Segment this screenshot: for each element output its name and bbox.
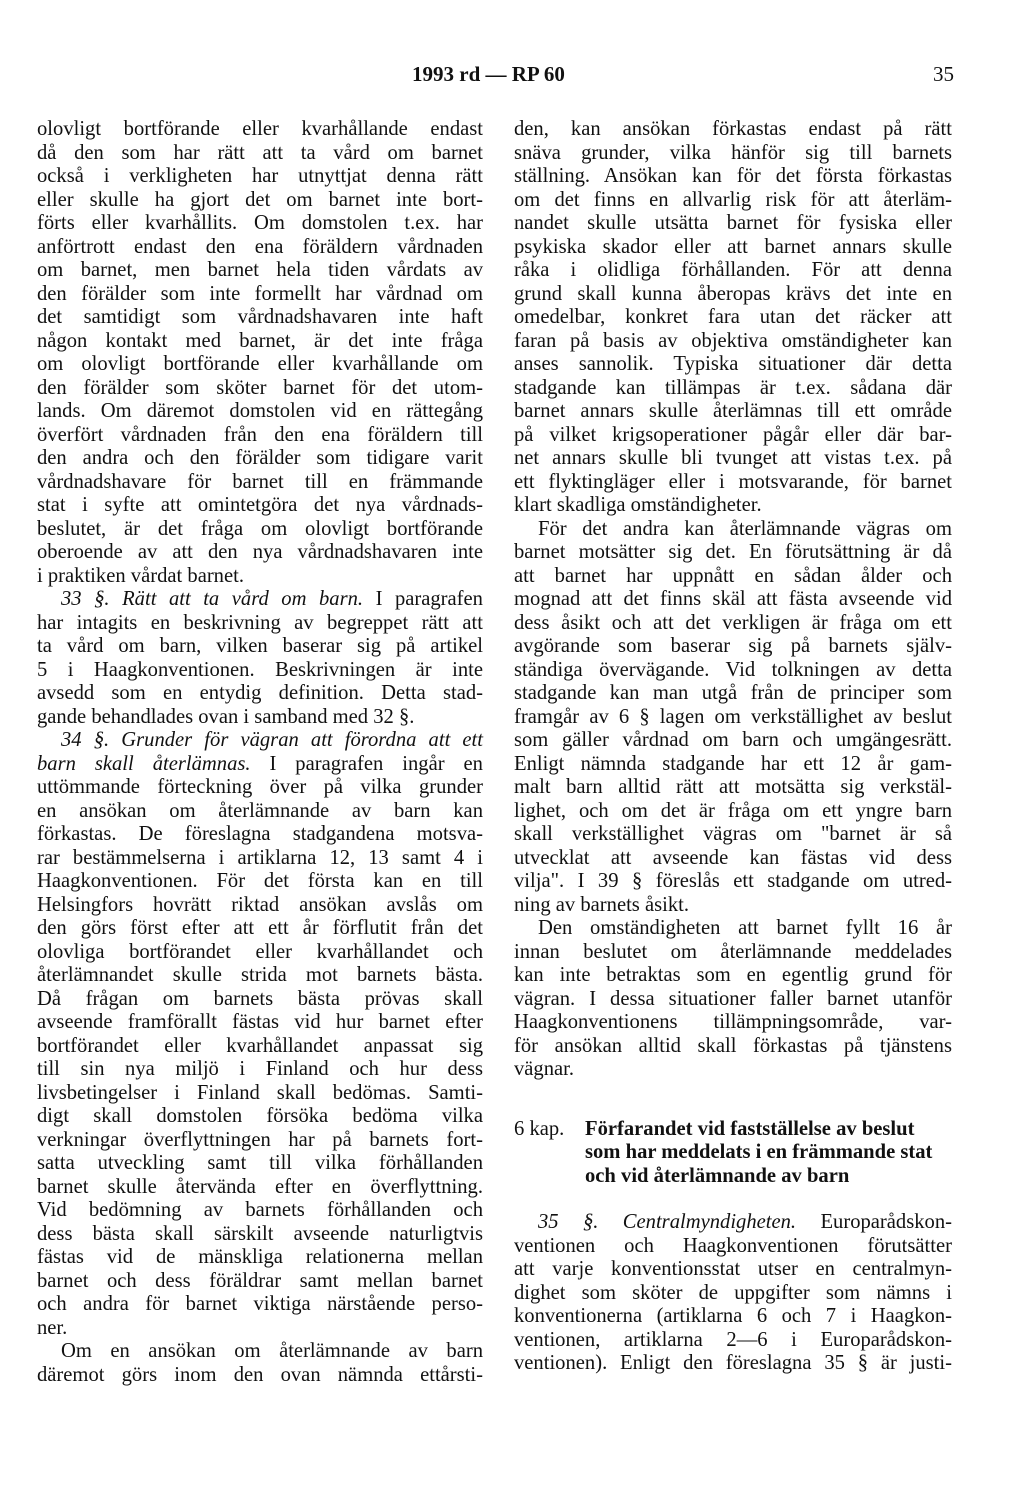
text-line: någon kontakt med barnet, är det inte fråga	[37, 329, 483, 352]
paragraph-child-objects	[514, 518, 952, 918]
section-34-heading: 34 §. Grunder för vägran att förordna att ett	[61, 729, 483, 751]
text-line: psykiska skador eller att barnet annars skulle	[514, 235, 952, 258]
text-line: beslutet, är det fråga om olovligt bortförande	[37, 517, 483, 540]
text-line: eller skulle ha gjort det om barnet inte bort-	[37, 188, 483, 211]
text-line: däremot görs inom den ovan nämnda ettårsti-	[37, 1363, 483, 1386]
chapter-heading	[514, 1118, 952, 1189]
text-line: ventionen, artiklarna 2—6 i Europarådskon-	[514, 1328, 952, 1351]
text-line: då den som har rätt att ta vård om barnet	[37, 141, 483, 164]
text-line: stadgande kan tillämpas är t.ex. sådana där	[514, 376, 952, 399]
text-line: lands. Om däremot domstolen vid en rättegång	[37, 400, 483, 422]
text-line: verkningar överflyttningen har på barnets fort-	[37, 1128, 483, 1151]
text-line: rar bestämmelserna i artiklarna 12, 13 samt 4 i	[37, 846, 483, 869]
text-line: den förälder som sköter barnet för det utom-	[37, 376, 483, 399]
chapter-number: 6 kap.	[514, 1117, 565, 1140]
text-line: stat i syfte att omintetgöra det nya vårdnads-	[37, 494, 483, 516]
left-column	[37, 118, 483, 1387]
text-line: barnet skulle återvända efter en överflyttning.	[37, 1175, 483, 1198]
text-line: en ansökan om återlämnande av barn kan	[37, 799, 483, 822]
text-line: livsbetingelser i Finland skall bedömas. Samti-	[37, 1081, 483, 1104]
text-line: lighet, och om det är fråga om ett yngre barn	[514, 799, 952, 822]
section-34-first-text: I paragrafen ingår en	[269, 752, 483, 775]
text-line: skall verkställighet vägras om "barnet är så	[514, 823, 952, 845]
text-line: malt barn alltid rätt att motsätta sig verkstäl-	[514, 776, 952, 798]
text-line: att barnet har uppnått en sådan ålder och	[514, 564, 952, 587]
section-34-heading-end: barn skall återlämnas.	[37, 752, 251, 775]
text-line: barnet annars skulle återlämnas till ett område	[514, 400, 952, 422]
text-line: faran på basis av objektiva omständigheter kan	[514, 329, 952, 352]
text-line: anses sannolik. Typiska situationer där detta	[514, 353, 952, 375]
text-line: vilja". I 39 § föreslås ett stadgande om utred-	[514, 870, 952, 892]
text-line: ta vård om barn, vilken baserar sig på artikel	[37, 635, 483, 657]
text-line: 5 i Haagkonventionen. Beskrivningen är inte	[37, 658, 483, 681]
text-line: barnet motsätter sig det. En förutsättning är då	[514, 541, 952, 563]
text-line: ventionen och Haagkonventionen förutsätter	[514, 1234, 952, 1257]
text-line: mognad att det finns skäl att fästa avseende vid	[514, 588, 952, 610]
paragraph-age-sixteen	[514, 917, 952, 1082]
chapter-title-line: och vid återlämnande av barn	[585, 1164, 850, 1187]
text-line: olovliga bortförandet eller kvarhållandet och	[37, 940, 483, 963]
text-line: Helsingfors hovrätt riktad ansökan avslås om	[37, 893, 483, 916]
section-35-first-line	[514, 1211, 952, 1235]
text-line: Den omständigheten att barnet fyllt 16 år	[538, 917, 952, 939]
section-33-first-text: I paragrafen	[375, 588, 483, 610]
text-line: Haagkonventionen. För det första kan en till	[37, 870, 483, 892]
text-line: återlämnandet skulle strida mot barnets bästa.	[37, 964, 483, 986]
text-line: snäva grunder, vilka hänför sig till barnets	[514, 141, 952, 164]
section-33-first-line	[37, 588, 483, 612]
text-line: ner.	[37, 1316, 68, 1339]
text-line: fästas vid de mänskliga relationerna mellan	[37, 1246, 483, 1268]
text-line: i praktiken vårdat barnet.	[37, 564, 244, 587]
text-line: den andra och den förälder som tidigare varit	[37, 447, 483, 469]
text-line: om barnet, men barnet hela tiden vårdats av	[37, 259, 483, 281]
text-line: Då frågan om barnets bästa prövas skall	[37, 987, 483, 1010]
text-line: anförtrott endast den ena föräldern vårdnaden	[37, 235, 483, 258]
text-line: avgörande som baserar sig på barnets själv-	[514, 635, 952, 657]
text-line: vägran. I dessa situationer faller barnet utanför	[514, 987, 952, 1010]
text-line: gande behandlades ovan i samband med 32 §.	[37, 705, 415, 728]
section-35-heading: 35 §. Centralmyndigheten.	[538, 1211, 797, 1233]
text-line: om olovligt bortförande eller kvarhållande om	[37, 353, 483, 375]
section-33-heading: 33 §. Rätt att ta vård om barn.	[61, 588, 364, 610]
section-33	[37, 588, 483, 729]
chapter-title-line: som har meddelats i en främmande stat	[585, 1141, 933, 1163]
text-line: Om en ansökan om återlämnande av barn	[61, 1340, 483, 1362]
section-35-first-text: Europarådskon-	[820, 1211, 952, 1233]
text-line: också i verkligheten har utnyttjat denna rätt	[37, 165, 483, 187]
text-line: på vilket krigsoperationer pågår eller där bar-	[514, 423, 952, 446]
text-line: förts eller kvarhållits. Om domstolen t.ex. har	[37, 212, 483, 234]
chapter-title-line: Förfarandet vid fastställelse av beslut	[585, 1117, 915, 1140]
text-line: innan beslutet om återlämnande meddelades	[514, 940, 952, 963]
text-line: avsedd som en entydig definition. Detta stad-	[37, 682, 483, 704]
text-line: klart skadliga omständigheter.	[514, 494, 762, 516]
running-title: 1993 rd — RP 60	[412, 62, 565, 86]
text-line: satta utveckling samt till vilka förhållanden	[37, 1152, 483, 1174]
text-line: stadgande kan man utgå från de principer som	[514, 682, 952, 704]
text-line: den, kan ansökan förkastas endast på rätt	[514, 118, 952, 140]
text-line: ett flyktingläger eller i motsvarande, för barnet	[514, 470, 952, 493]
section-34-heading-continued	[37, 753, 483, 777]
right-column	[514, 118, 952, 1376]
text-line: det samtidigt som vårdnadshavaren inte haft	[37, 306, 483, 328]
text-line: dess åsikt och att det verkligen är fråga om ett	[514, 611, 952, 634]
text-line: nandet skulle utsätta barnet för fysiska eller	[514, 212, 952, 234]
text-line: för ansökan alltid skall förkastas på tjänstens	[514, 1034, 952, 1057]
text-line: råka i olidliga förhållanden. För att denna	[514, 259, 952, 281]
text-line: förkastas. De föreslagna stadgandena motsva-	[37, 823, 483, 845]
text-line: olovligt bortförande eller kvarhållande endast	[37, 118, 483, 140]
text-line: kan inte betraktas som en egentlig grund för	[514, 964, 952, 986]
text-line: För det andra kan återlämnande vägras om	[538, 517, 952, 540]
section-35	[514, 1211, 952, 1376]
text-line: Haagkonventionens tillämpningsområde, var-	[514, 1011, 952, 1033]
text-line: den förälder som inte formellt har vårdnad om	[37, 282, 483, 305]
text-line: ventionen). Enligt den föreslagna 35 § är justi-	[514, 1352, 952, 1374]
text-line: barnet och dess föräldrar samt mellan barnet	[37, 1269, 483, 1292]
text-line: som gäller vårdnad om barn och umgängesrätt.	[514, 729, 952, 751]
paragraph-grounds-for-refusal	[514, 118, 952, 518]
text-line: ständiga övervägande. Vid tolkningen av detta	[514, 658, 952, 681]
text-line: till sin nya miljö i Finland och hur dess	[37, 1058, 483, 1080]
paragraph-lawful-custody	[37, 118, 483, 588]
text-line: bortförandet eller kvarhållandet anpassat sig	[37, 1034, 483, 1057]
page-number: 35	[933, 62, 954, 86]
paragraph-within-one-year	[37, 1340, 483, 1387]
text-line: ställning. Ansökan kan för det första förkastas	[514, 165, 952, 187]
text-line: överfört vårdnaden från den ena föräldern till	[37, 423, 483, 446]
text-line: oberoende av att den nya vårdnadshavaren inte	[37, 541, 483, 563]
text-line: net annars skulle bli tvunget att vistas t.ex. på	[514, 447, 952, 469]
text-line: digt skall domstolen försöka bedöma vilka	[37, 1105, 483, 1127]
running-header	[0, 62, 1024, 92]
text-line: utvecklat att avseende kan fästas vid dess	[514, 846, 952, 869]
text-line: och andra för barnet viktiga närstående perso-	[37, 1293, 483, 1315]
text-line: avseende framförallt fästas vid hur barnet efter	[37, 1011, 483, 1033]
text-line: Enligt nämnda stadgande har ett 12 år gam-	[514, 752, 952, 775]
text-line: att varje konventionsstat utser en centralmyn-	[514, 1258, 952, 1280]
text-line: konventionerna (artiklarna 6 och 7 i Haagkon-	[514, 1305, 952, 1327]
text-line: om det finns en allvarlig risk för att återläm-	[514, 188, 952, 211]
text-line: har intagits en beskrivning av begreppet rätt att	[37, 611, 483, 634]
text-line: den görs först efter att ett år förflutit från det	[37, 917, 483, 939]
text-line: vägnar.	[514, 1058, 575, 1080]
text-line: omedelbar, konkret fara utan det räcker att	[514, 306, 952, 328]
text-line: dighet som sköter de uppgifter som nämns i	[514, 1281, 952, 1304]
text-line: ning av barnets åsikt.	[514, 893, 690, 916]
section-34	[37, 729, 483, 1340]
text-line: vårdnadshavare för barnet till en främmande	[37, 470, 483, 493]
text-line: dess bästa skall särskilt avseende naturligtvis	[37, 1222, 483, 1245]
text-line: uttömmande förteckning över på vilka grunder	[37, 776, 483, 798]
text-line: framgår av 6 § lagen om verkställighet av beslut	[514, 705, 952, 728]
text-line: Vid bedömning av barnets förhållanden och	[37, 1199, 483, 1221]
text-line: grund skall kunna åberopas krävs det inte en	[514, 282, 952, 305]
